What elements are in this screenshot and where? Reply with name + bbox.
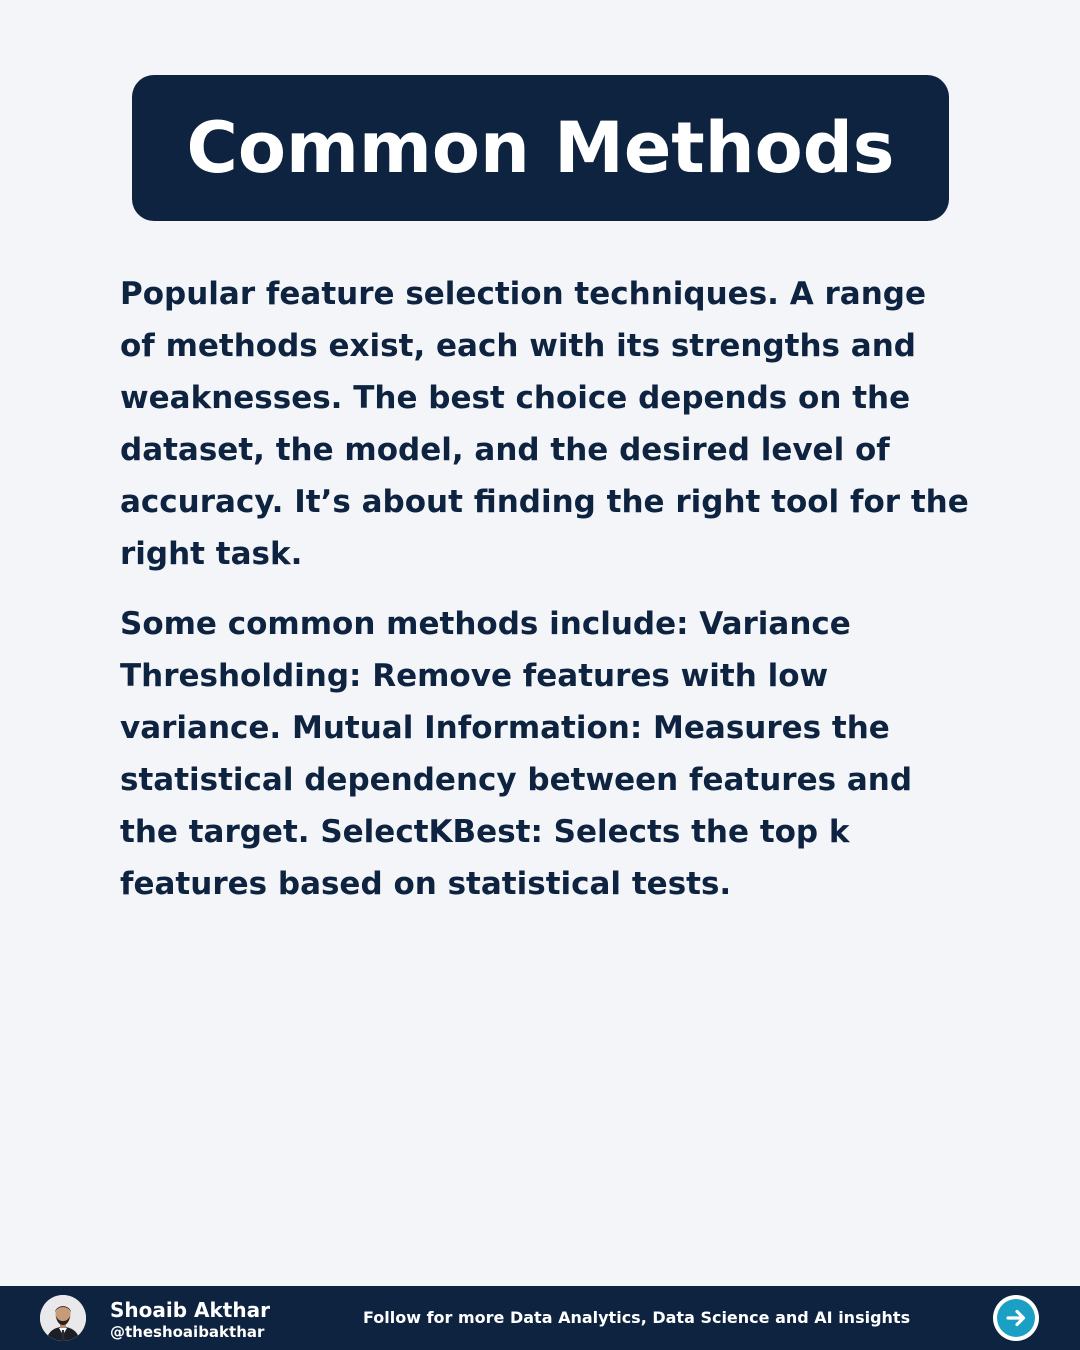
avatar-portrait-icon: [40, 1295, 86, 1341]
arrow-right-circle-icon: [997, 1299, 1035, 1337]
body-paragraph-methods: Some common methods include: Variance Thresholding: Remove features with low variance. Mutual Information: Measures the statistical dependency between features and the target. SelectKBest: Selects the top k features based on statistical tests.: [120, 606, 913, 902]
next-button[interactable]: [993, 1295, 1039, 1341]
footer-bar: [0, 1286, 1080, 1350]
title-banner: [132, 75, 949, 221]
page-title: Common Methods: [186, 107, 895, 189]
author-name: Shoaib Akthar: [110, 1298, 270, 1322]
footer-tagline: Follow for more Data Analytics, Data Science and AI insights: [363, 1308, 911, 1327]
avatar: [40, 1295, 86, 1341]
author-handle: @theshoaibakthar: [110, 1323, 265, 1341]
body-paragraph-intro: Popular feature selection techniques. A range of methods exist, each with its strengths and weaknesses. The best choice depends on the dataset, the model, and the desired level of accuracy. It’s about finding the right tool for the right task.: [120, 276, 969, 572]
